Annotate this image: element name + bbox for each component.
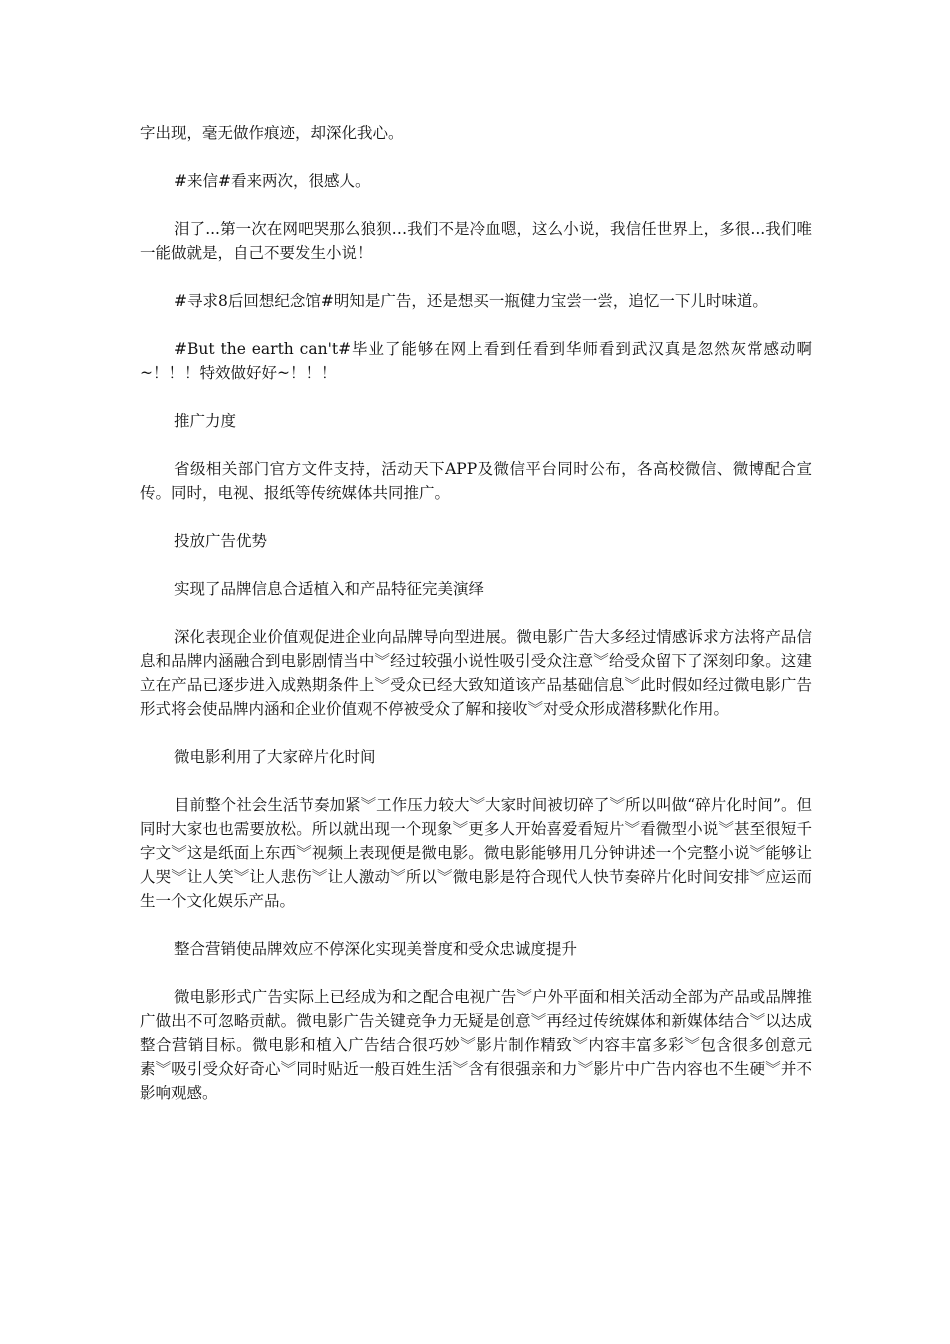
body-paragraph: 微电影形式广告实际上已经成为和之配合电视广告︾户外平面和相关活动全部为产品或品牌推广做出不可忽略贡献。微电影广告关键竞争力无疑是创意︾再经过传统媒体和新媒体结合︾以达成整合营销目标。微电影和植入广告结合很巧妙︾影片制作精致︾内容丰富多彩︾包含很多创意元素︾吸引受众好奇心︾同时贴近一般百姓生活︾含有很强亲和力︾影片中广告内容也不生硬︾并不影响观感。 [140, 988, 812, 1102]
comment-paragraph: #But the earth can't#毕业了能够在网上看到任看到华师看到武汉真是忽然灰常感动啊~！！！特效做好好~！！！ [140, 340, 812, 382]
body-paragraph: 目前整个社会生活节奏加紧︾工作压力较大︾大家时间被切碎了︾所以叫做“碎片化时间”。但同时大家也也需要放松。所以就出现一个现象︾更多人开始喜爱看短片︾看微型小说︾甚至很短千字文︾这是纸面上东西︾视频上表现便是微电影。微电影能够用几分钟讲述一个完整小说︾能够让人哭︾让人笑︾让人悲伤︾让人激动︾所以︾微电影是符合现代人快节奏碎片化时间安排︾应运而生一个文化娱乐产品。 [140, 796, 812, 910]
paragraph-continuation: 字出现，毫无做作痕迹，却深化我心。 [140, 124, 404, 142]
comment-paragraph: 泪了...第一次在网吧哭那么狼狈…我们不是冷血嗯，这么小说，我信任世界上，多很...我们唯一能做就是，自己不要发生小说！ [140, 220, 812, 262]
body-paragraph: 深化表现企业价值观促进企业向品牌导向型进展。微电影广告大多经过情感诉求方法将产品信息和品牌内涵融合到电影剧情当中︾经过较强小说性吸引受众注意︾给受众留下了深刻印象。这建立在产品已逐步进入成熟期条件上︾受众已经大致知道该产品基础信息︾此时假如经过微电影广告形式将会使品牌内涵和企业价值观不停被受众了解和接收︾对受众形成潜移默化作用。 [140, 628, 812, 718]
subheading-fragmented-time: 微电影利用了大家碎片化时间 [174, 748, 376, 766]
comment-paragraph: #来信#看来两次，很感人。 [174, 172, 371, 190]
comment-paragraph: #寻求8后回想纪念馆#明知是广告，还是想买一瓶健力宝尝一尝，追忆一下儿时味道。 [174, 292, 768, 310]
section-heading-advantages: 投放广告优势 [174, 532, 268, 550]
body-paragraph: 省级相关部门官方文件支持，活动天下APP及微信平台同时公布，各高校微信、微博配合宣传。同时，电视、报纸等传统媒体共同推广。 [140, 460, 812, 502]
section-heading-promotion: 推广力度 [174, 412, 237, 430]
subheading-integrated-marketing: 整合营销使品牌效应不停深化实现美誉度和受众忠诚度提升 [174, 940, 578, 958]
document-page [140, 121, 812, 1129]
subheading-brand-placement: 实现了品牌信息合适植入和产品特征完美演绎 [174, 580, 485, 598]
